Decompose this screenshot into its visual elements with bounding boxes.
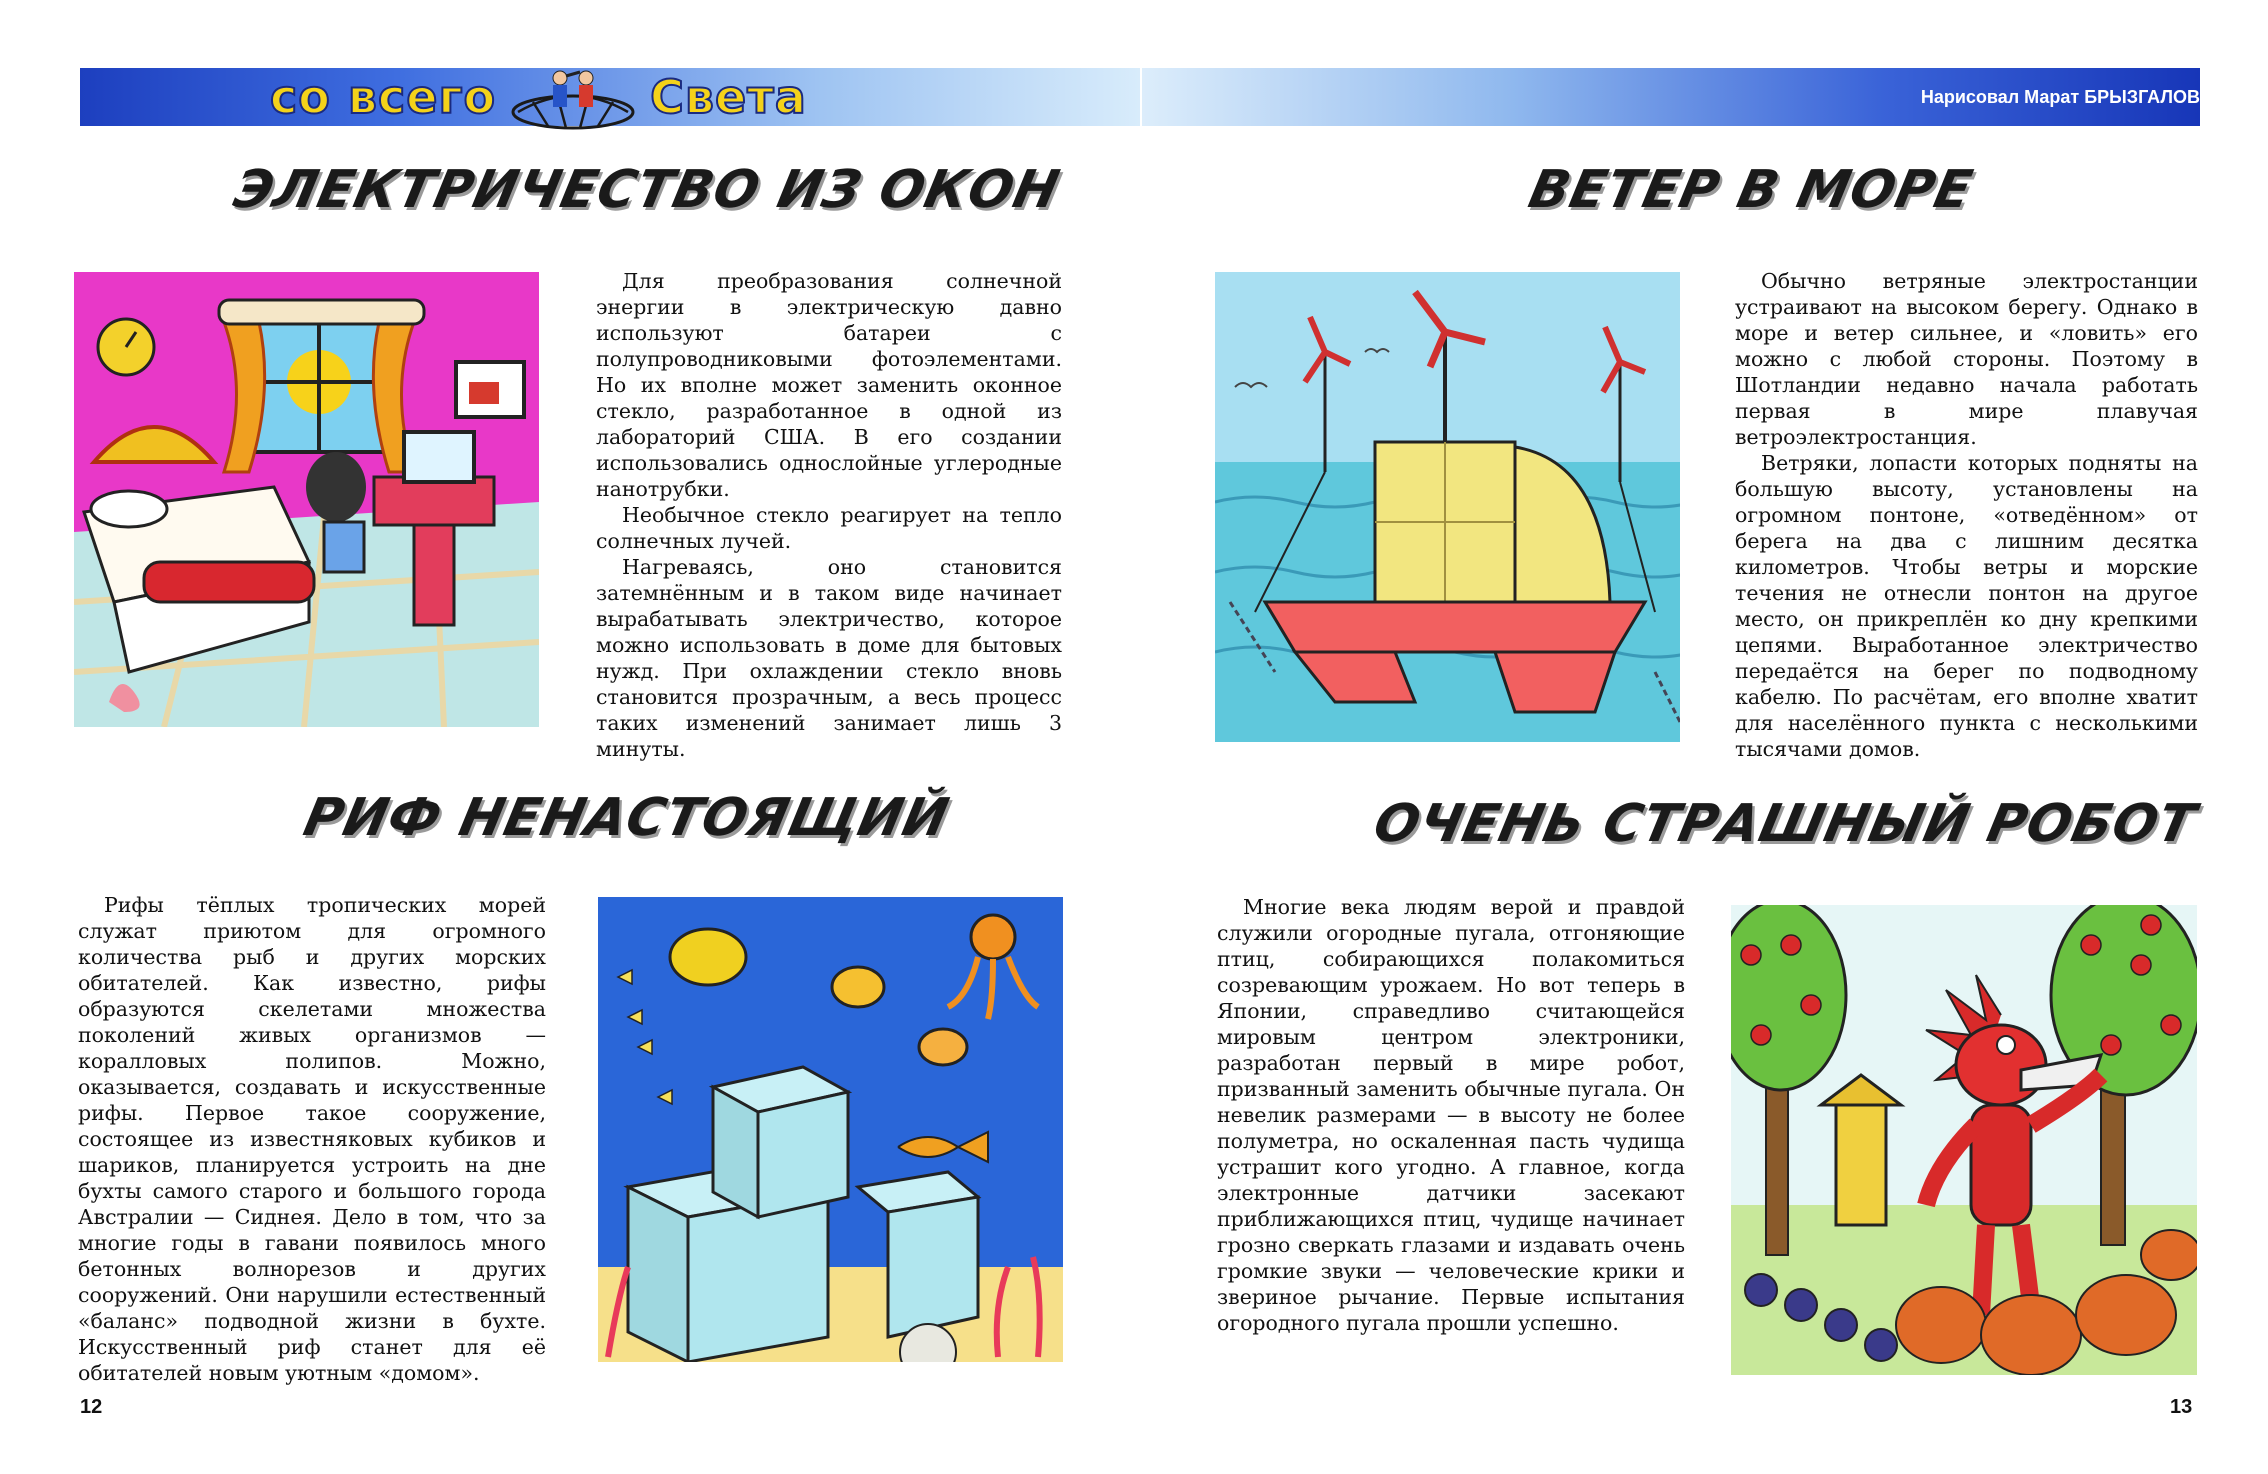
page-number-right: 13 xyxy=(2170,1396,2193,1418)
article-body-robot xyxy=(1217,894,1685,1336)
band-divider xyxy=(1140,68,1142,126)
page-number-left: 12 xyxy=(80,1396,103,1418)
article-body-windows xyxy=(596,268,1062,762)
globe-icon xyxy=(508,60,638,134)
illustration-floating-wind-farm xyxy=(1215,272,1680,742)
article-body-wind xyxy=(1735,268,2198,762)
paragraph: Необычное стекло реагирует на тепло солнечных лучей. xyxy=(596,503,1062,553)
paragraph: Для преобразования солнечной энергии в электрическую давно используют батареи с полупроводниковыми фотоэлементами. Но их вполне может заменить оконное стекло, разработанное в одной из лабораторий США. В его создании использовались однослойные углеродные нанотрубки. xyxy=(596,269,1062,501)
article-title-wind: ВЕТЕР В МОРЕ xyxy=(1523,160,1979,220)
paragraph: Ветряки, лопасти которых подняты на большую высоту, установлены на огромном понтоне, «отведённом» от берега на два с лишним десятка километров. Чтобы ветры и морские течения не отнесли понтон на другое место, он прикреплён ко дну крепкими цепями. Выработанное электричество передаётся на берег по подводному кабелю. По расчётам, его вполне хватит для населённого пункта с несколькими тысячами домов. xyxy=(1735,451,2198,761)
article-title-reef: РИФ НЕНАСТОЯЩИЙ xyxy=(298,788,955,848)
logo-word-right: Света xyxy=(650,70,807,124)
article-title-windows: ЭЛЕКТРИЧЕСТВО ИЗ ОКОН xyxy=(228,160,1065,220)
paragraph: Обычно ветряные электростанции устраивают на высоком берегу. Однако в море и ветер сильнее, и «ловить» его можно с любой стороны. Поэтому в Шотландии недавно начала работать первая в мире плавучая ветроэлектростанция. xyxy=(1735,269,2198,449)
article-title-robot: ОЧЕНЬ СТРАШНЫЙ РОБОТ xyxy=(1368,794,2202,854)
paragraph: Рифы тёплых тропических морей служат приютом для огромного количества рыб и других морских обитателей. Как известно, рифы образуются скелетами множества поколений живых организмов — коралловых полипов. Можно, оказывается, создавать и искусственные рифы. Первое такое сооружение, состоящее из известняковых кубиков и шариков, планируется устроить на дне бухты самого старого и большого города Австралии — Сиднея. Дело в том, что за многие годы в гавани появилось много бетонных волнорезов и других сооружений. Они нарушили естественный «баланс» подводной жизни в бухте. Искусственный риф станет для её обитателей новым уютным «домом». xyxy=(78,893,546,1385)
paragraph: Нагреваясь, оно становится затемнённым и в таком виде начинает вырабатывать электричество, которое можно использовать в доме для бытовых нужд. При охлаждении стекло вновь становится прозрачным, а весь процесс таких изменений занимает лишь 3 минуты. xyxy=(596,555,1062,761)
illustration-artificial-reef xyxy=(598,897,1063,1362)
logo-word-left: со всего xyxy=(270,70,497,124)
illustration-bedroom xyxy=(74,272,539,727)
article-body-reef xyxy=(78,892,546,1386)
illustration-scarecrow-robot xyxy=(1731,905,2197,1375)
illustrator-credit: Нарисовал Марат БРЫЗГАЛОВ xyxy=(1920,87,2200,107)
paragraph: Многие века людям верой и правдой служили огородные пугала, отгоняющие птиц, собирающихся полакомиться созревающим урожаем. Но вот теперь в Японии, справедливо считающейся мировым центром электроники, разработан первый в мире робот, призванный заменить обычные пугала. Он невелик размерами — в высоту не более полуметра, но оскаленная пасть чудища устрашит кого угодно. А главное, когда электронные датчики засекают приближающихся птиц, чудище начинает грозно сверкать глазами и издавать очень громкие звуки — человеческие крики и звериное рычание. Первые испытания огородного пугала прошли успешно. xyxy=(1217,895,1685,1335)
section-logo xyxy=(270,62,807,132)
